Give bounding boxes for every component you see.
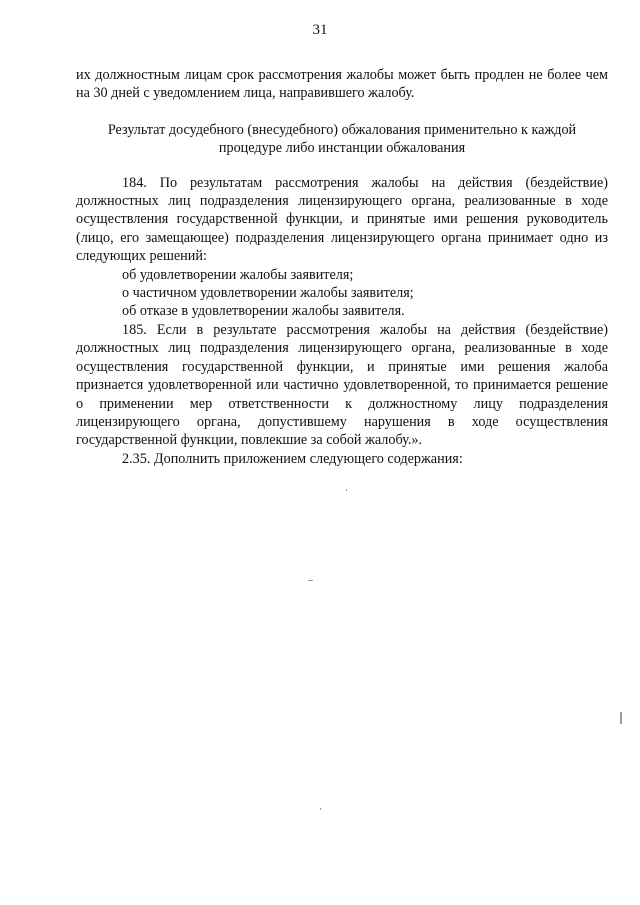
scan-speck [320, 808, 321, 810]
scan-speck [346, 489, 347, 491]
document-body [76, 66, 608, 468]
page-number: 31 [312, 22, 328, 38]
scan-speck [308, 580, 313, 581]
section-heading: Результат досудебного (внесудебного) обжалования применительно к каждой процедуре либо инстанции обжалования [107, 121, 577, 157]
decision-item: о частичном удовлетворении жалобы заявителя; [122, 285, 414, 302]
decision-item: об отказе в удовлетворении жалобы заявителя. [122, 303, 405, 320]
scan-speck [620, 712, 622, 724]
paragraph-185: 185. Если в результате рассмотрения жалобы на действия (бездействие) должностных лиц подразделения лицензирующего органа, реализованные в ходе осуществления государственной функции, и принятые ими решения жалоба признается удовлетворенной или частично удовлетворенной, то принимается решение о применении мер ответственности к должностному лицу подразделения лицензирующего органа, допустившему нарушения в ходе осуществления государственной функции, повлекшие за собой жалобу.». [76, 321, 608, 449]
paragraph-2-35: 2.35. Дополнить приложением следующего содержания: [122, 450, 463, 467]
continuation-paragraph: их должностным лицам срок рассмотрения жалобы может быть продлен не более чем на 30 дней с уведомлением лица, направившего жалобу. [76, 67, 608, 102]
paragraph-184: 184. По результатам рассмотрения жалобы на действия (бездействие) должностных лиц подразделения лицензирующего органа, реализованные в ходе осуществления государственной функции, и принятые ими решения руководитель (лицо, его замещающее) подразделения лицензирующего органа принимает одно из следующих решений: [76, 174, 608, 265]
decision-item: об удовлетворении жалобы заявителя; [122, 266, 354, 283]
